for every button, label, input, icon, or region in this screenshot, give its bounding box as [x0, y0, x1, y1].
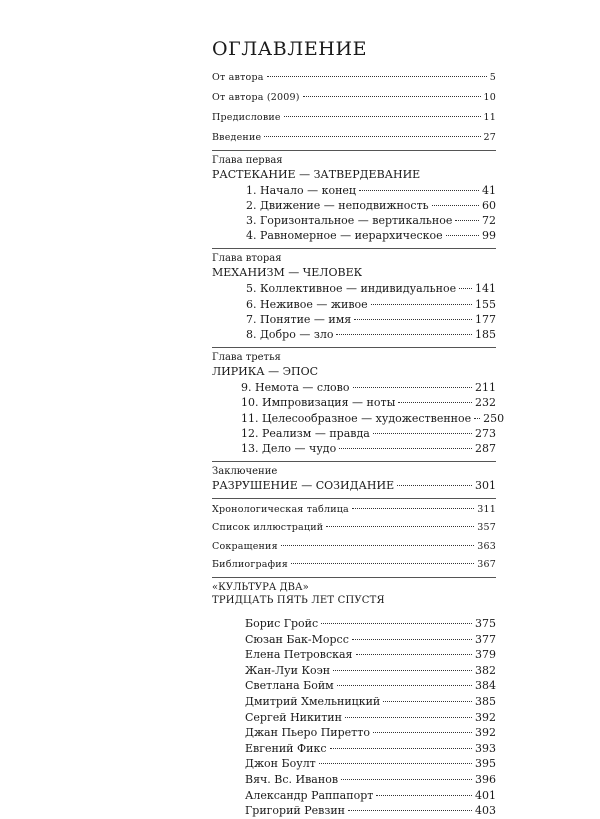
dot-leader — [455, 220, 479, 221]
toc-entry[interactable] — [245, 725, 496, 741]
entry-page: 141 — [475, 282, 496, 296]
chapter-label: Глава третья — [212, 352, 281, 364]
dot-leader — [345, 717, 472, 718]
entry-label: 3. Горизонтальное — вертикальное — [246, 214, 453, 228]
dot-leader — [371, 304, 472, 305]
entry-page: 367 — [477, 559, 496, 570]
chapter-title: РАСТЕКАНИЕ — ЗАТВЕРДЕВАНИЕ — [212, 167, 421, 181]
dot-leader — [333, 670, 472, 671]
toc-entry[interactable] — [212, 110, 496, 125]
toc-entry[interactable] — [212, 502, 496, 517]
entry-page: 375 — [475, 617, 496, 630]
entry-page: 384 — [475, 679, 496, 693]
dot-leader — [284, 116, 481, 117]
entry-page: 72 — [482, 214, 496, 228]
entry-label: Хронологическая таблица — [212, 504, 349, 516]
dot-leader — [383, 701, 472, 702]
toc-entry[interactable] — [245, 772, 496, 788]
entry-page: 185 — [475, 327, 496, 341]
section-title: «КУЛЬТУРА ДВА» — [212, 582, 309, 593]
entry-page: 395 — [475, 757, 496, 771]
toc-entry[interactable] — [212, 539, 496, 554]
entry-label: Список иллюстраций — [212, 522, 324, 534]
toc-entry[interactable] — [245, 678, 496, 694]
dot-leader — [303, 96, 481, 97]
entry-page: 401 — [475, 788, 496, 802]
toc-entry[interactable] — [212, 130, 496, 145]
entry-label: От автора — [212, 72, 264, 83]
dot-leader — [267, 76, 487, 77]
entry-page: 385 — [475, 694, 496, 708]
entry-label: Григорий Ревзин — [245, 804, 346, 818]
entry-label: Елена Петровская — [245, 648, 353, 662]
entry-label: 13. Дело — чудо — [241, 441, 337, 455]
toc-entry[interactable] — [246, 213, 496, 228]
toc-entry[interactable] — [246, 228, 496, 243]
chapter-section-1 — [212, 154, 496, 244]
entry-label: Вяч. Вс. Иванов — [245, 772, 339, 786]
entry-page: 211 — [475, 381, 496, 395]
dot-leader — [446, 235, 479, 236]
dot-leader — [337, 685, 472, 686]
section-divider — [212, 577, 496, 578]
entry-label: 8. Добро — зло — [246, 327, 334, 341]
toc-entry[interactable] — [245, 663, 496, 679]
toc-entry[interactable] — [246, 312, 496, 327]
entry-label: 6. Неживое — живое — [246, 297, 368, 311]
toc-entry[interactable] — [241, 380, 496, 395]
toc-entry[interactable] — [245, 694, 496, 710]
dot-leader — [264, 136, 480, 137]
entry-page: 363 — [477, 540, 496, 552]
toc-entry[interactable] — [246, 183, 496, 198]
toc-entry[interactable] — [241, 411, 505, 426]
chapter-label: Глава первая — [212, 154, 283, 166]
section-divider — [212, 248, 496, 249]
section-divider — [212, 150, 496, 151]
section-divider — [212, 498, 496, 499]
dot-leader — [398, 402, 472, 403]
conclusion-section — [212, 465, 496, 493]
entry-page: 177 — [475, 312, 496, 326]
section-divider — [212, 347, 496, 348]
kultura-dva-section — [212, 581, 496, 819]
entry-label: Светлана Бойм — [245, 679, 334, 693]
entry-label: 7. Понятие — имя — [246, 312, 352, 326]
toc-entry[interactable] — [241, 441, 496, 456]
dot-leader — [291, 563, 474, 564]
dot-leader — [352, 639, 472, 640]
toc-entry[interactable] — [245, 647, 496, 663]
dot-leader — [397, 485, 472, 486]
dot-leader — [376, 795, 472, 796]
dot-leader — [341, 779, 472, 780]
entry-label: Джон Боулт — [245, 757, 316, 771]
chapter-section-3 — [212, 351, 505, 456]
entry-label: Евгений Фикс — [245, 741, 327, 755]
toc-entry[interactable] — [245, 710, 496, 726]
dot-leader — [354, 319, 472, 320]
toc-entry[interactable] — [212, 520, 496, 535]
entry-page: 403 — [475, 804, 496, 818]
toc-entry[interactable] — [241, 395, 496, 410]
dot-leader — [348, 810, 472, 811]
dot-leader — [352, 508, 474, 509]
entry-page: 273 — [475, 426, 496, 440]
dot-leader — [353, 387, 473, 388]
entry-label: Жан-Луи Коэн — [245, 663, 331, 677]
toc-entry[interactable] — [246, 281, 496, 296]
entry-label: 5. Коллективное — индивидуальное — [246, 282, 457, 296]
entry-label: Дмитрий Хмельницкий — [245, 694, 381, 708]
toc-entry[interactable] — [212, 557, 496, 572]
entry-label: 12. Реализм — правда — [241, 426, 370, 440]
back-matter — [212, 502, 496, 572]
entry-page: 99 — [482, 229, 496, 243]
entry-page: 392 — [475, 710, 496, 724]
toc-entry[interactable] — [212, 478, 496, 493]
chapter-section-2 — [212, 252, 496, 342]
dot-leader — [339, 448, 472, 449]
dot-leader — [330, 748, 473, 749]
toc-entry[interactable] — [245, 741, 496, 757]
entry-label: Введение — [212, 131, 262, 143]
entry-label: 11. Целесообразное — художественное — [241, 411, 472, 425]
page-title: ОГЛАВЛЕНИЕ — [212, 38, 368, 60]
dot-leader — [356, 654, 473, 655]
entry-label: Джан Пьеро Пиретто — [245, 726, 370, 740]
entry-page: 27 — [483, 131, 496, 143]
entry-label: Александр Раппапорт — [245, 788, 374, 802]
entry-page: 11 — [483, 111, 496, 123]
dot-leader — [336, 334, 472, 335]
dot-leader — [373, 433, 472, 434]
table-of-contents — [212, 70, 505, 819]
entry-page: 250 — [483, 411, 505, 425]
entry-page: 301 — [475, 479, 496, 493]
toc-entry[interactable] — [212, 90, 496, 105]
toc-entry[interactable] — [245, 788, 496, 804]
entry-label: От автора (2009) — [212, 91, 300, 103]
entry-page: 60 — [482, 198, 496, 212]
toc-entry[interactable] — [245, 803, 496, 819]
chapter-title: МЕХАНИЗМ — ЧЕЛОВЕК — [212, 266, 363, 280]
dot-leader — [373, 732, 472, 733]
dot-leader — [326, 526, 474, 527]
entry-page: 5 — [489, 72, 496, 83]
chapter-title: ЛИРИКА — ЭПОС — [212, 365, 319, 379]
entry-label: 10. Импровизация — ноты — [241, 396, 396, 410]
toc-entry[interactable] — [241, 426, 496, 441]
dot-leader — [321, 623, 472, 624]
entry-label: Сергей Никитин — [245, 710, 342, 724]
entry-page: 311 — [477, 504, 496, 516]
dot-leader — [359, 190, 479, 191]
entry-page: 396 — [475, 772, 496, 786]
dot-leader — [474, 418, 480, 419]
entry-page: 287 — [475, 441, 496, 455]
entry-label: Сокращения — [212, 540, 278, 552]
toc-entry[interactable] — [212, 70, 496, 85]
entry-label: Предисловие — [212, 111, 281, 123]
dot-leader — [432, 205, 479, 206]
entry-page: 392 — [475, 726, 496, 740]
entry-page: 155 — [475, 297, 496, 311]
conclusion-title: РАЗРУШЕНИЕ — СОЗИДАНИЕ — [212, 479, 395, 493]
entry-label: 1. Начало — конец — [246, 183, 356, 197]
section-subtitle: ТРИДЦАТЬ ПЯТЬ ЛЕТ СПУСТЯ — [212, 595, 385, 606]
entry-page: 232 — [475, 396, 496, 410]
toc-entry[interactable] — [246, 327, 496, 342]
conclusion-label: Заключение — [212, 466, 278, 478]
toc-entry[interactable] — [246, 198, 496, 213]
entry-page: 382 — [475, 663, 496, 677]
toc-entry[interactable] — [245, 632, 496, 648]
entry-page: 357 — [477, 522, 496, 534]
dot-leader — [281, 545, 474, 546]
entry-label: 9. Немота — слово — [241, 381, 350, 395]
entry-label: Библиография — [212, 559, 289, 570]
section-divider — [212, 461, 496, 462]
dot-leader — [319, 763, 472, 764]
entry-page: 41 — [482, 183, 496, 197]
entry-page: 379 — [475, 648, 496, 662]
chapter-label: Глава вторая — [212, 253, 282, 265]
dot-leader — [459, 288, 472, 289]
toc-entry[interactable] — [245, 616, 496, 632]
toc-entry[interactable] — [245, 756, 496, 772]
entry-page: 393 — [475, 741, 496, 755]
entry-label: 2. Движение — неподвижность — [246, 198, 429, 212]
front-matter — [212, 70, 496, 145]
entry-label: 4. Равномерное — иерархическое — [246, 229, 443, 243]
toc-entry[interactable] — [246, 297, 496, 312]
entry-page: 377 — [475, 632, 496, 646]
entry-label: Борис Гройс — [245, 617, 319, 630]
entry-page: 10 — [483, 91, 496, 103]
entry-label: Сюзан Бак-Морсс — [245, 632, 349, 646]
